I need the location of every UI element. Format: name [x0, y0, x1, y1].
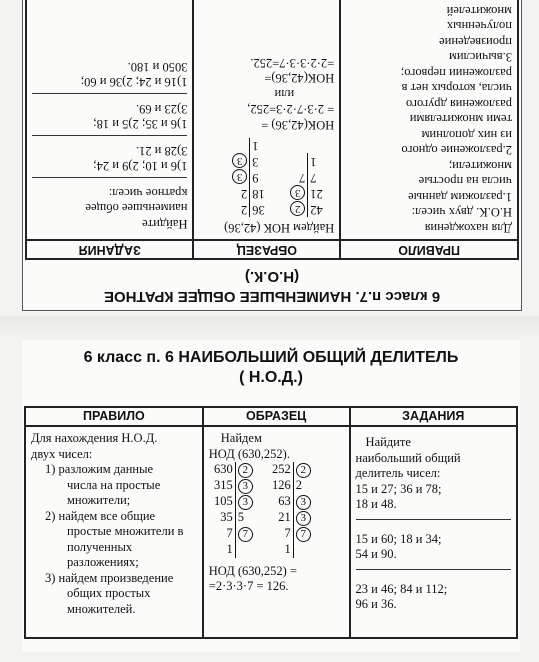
factor-number: 9 — [252, 171, 259, 186]
rule-line: простые множители в — [67, 524, 184, 538]
task-line: 15 и 27; 36 и 78; — [355, 481, 442, 496]
factor-number: 252 — [272, 462, 291, 476]
task-line: 3)28 и 21. — [135, 144, 188, 158]
nod-header-tasks: ЗАДАНИЯ — [350, 407, 517, 426]
factor-number: 315 — [214, 478, 233, 492]
rule-line: числа, которых нет в — [401, 81, 512, 96]
nok-card-rotated — [23, 0, 521, 310]
rule-line: разложения другого — [405, 97, 512, 111]
factor-circled: 2 — [290, 202, 305, 217]
sample-result: =2·2·3·3·7=252. — [250, 56, 335, 70]
factor-number: 21 — [310, 187, 323, 202]
rule-line: множители; — [448, 159, 512, 173]
task-group — [32, 94, 187, 136]
factor-number: 3 — [252, 155, 259, 170]
sample-result: или — [274, 87, 295, 101]
rule-line: 3) найдем произведение — [45, 570, 174, 585]
rule-line: общих простых — [67, 586, 151, 600]
factor-circled: 3 — [232, 154, 247, 169]
nok-title-line2: (Н.О.К.) — [244, 268, 300, 285]
nok-tasks-cell — [26, 0, 193, 240]
rule-line: Н.О.К. двух чисел: — [411, 205, 512, 220]
nok-title-line1: 6 класс п.7. НАИМЕНЬШЕЕ ОБЩЕЕ КРАТНОЕ — [103, 288, 441, 305]
factor-circled: 3 — [232, 170, 247, 185]
nod-title — [22, 348, 520, 388]
factor-circled: 2 — [238, 463, 253, 478]
factor-number: 7 — [284, 526, 291, 540]
factor-prime: 5 — [235, 510, 251, 526]
nok-sample-cell — [193, 0, 340, 240]
rule-line: 2.разложение одного — [401, 143, 512, 158]
task-intro-line: кратное чисел: — [108, 186, 188, 200]
rule-line: 1) разложим данные — [45, 462, 154, 476]
sample-title: НОД (630,252). — [208, 446, 290, 461]
sample-result: НОК(42,36) = — [261, 118, 335, 132]
factor-number: 63 — [278, 494, 291, 508]
task-line: 54 и 90. — [355, 547, 397, 561]
factor-circled: 3 — [290, 186, 305, 201]
task-group — [356, 520, 511, 570]
task-line: 23 и 46; 84 и 112; — [355, 581, 448, 596]
task-group — [32, 136, 187, 178]
nod-tasks-cell — [350, 426, 517, 638]
factor-circled: 3 — [296, 495, 311, 510]
rule-line: Для нахождения — [424, 221, 512, 235]
factor-number: 1 — [226, 542, 233, 556]
task-line: 18 и 48. — [355, 497, 397, 511]
sample-title: Найдем НОК (42,36) — [224, 221, 335, 235]
nod-header-sample: ОБРАЗЕЦ — [203, 407, 350, 426]
sample-result: НОК(42,36)= — [264, 71, 335, 86]
task-intro-line: Найдите — [365, 435, 411, 449]
rule-line: Для нахождения Н.О.Д. — [31, 431, 158, 445]
factor-prime: 2 — [293, 478, 309, 494]
nod-header-rule: ПРАВИЛО — [25, 407, 203, 426]
factor-number: 1 — [310, 155, 317, 170]
nod-factorization — [209, 462, 344, 558]
nok-rule-cell — [340, 0, 518, 240]
factor-circled: 7 — [296, 527, 311, 542]
rule-line: числа на простые — [67, 477, 161, 492]
factor-number: 1 — [284, 542, 291, 556]
task-line: 1)16 и 24; 2)36 и 60; — [80, 75, 188, 90]
task-intro — [32, 178, 187, 236]
sample-result: НОД (630,252) = — [208, 563, 297, 578]
task-line: 15 и 60; 18 и 34; — [355, 531, 442, 546]
task-line: 3)23 и 69. — [135, 102, 188, 116]
rule-line: полученных — [67, 539, 133, 554]
factor-number: 1 — [252, 139, 259, 154]
factor-circled: 2 — [296, 463, 311, 478]
nok-card — [22, 0, 522, 311]
nok-title — [23, 266, 521, 306]
factor-prime: 2 — [234, 186, 250, 202]
task-line: 1)6 и 35; 2)5 и 18; — [93, 117, 188, 132]
rule-line: разложении первого; — [400, 66, 512, 80]
nod-rule-cell — [25, 426, 203, 638]
rule-line: разложениях; — [67, 555, 139, 569]
task-intro-line: Найдите — [142, 217, 188, 231]
rule-line: двух чисел: — [31, 446, 93, 461]
nod-sample-cell — [203, 426, 350, 638]
task-intro — [356, 431, 511, 520]
factor-prime: 2 — [234, 202, 250, 218]
rule-line: теми множителями — [409, 112, 512, 127]
factor-number: 35 — [220, 510, 233, 524]
factor-prime: 7 — [292, 170, 308, 186]
rule-line: множителей — [446, 4, 512, 18]
task-group — [356, 570, 511, 619]
sample-result: = 2·3·7·2·3=252, — [247, 102, 335, 117]
factor-number: 105 — [214, 494, 233, 508]
task-intro-line: наименьшее общее — [85, 201, 188, 216]
task-intro-line: наибольший общий — [355, 450, 461, 465]
rule-line: полученных — [446, 19, 512, 34]
card-gap — [0, 316, 539, 338]
nod-title-line2: ( Н.О.Д.) — [239, 369, 303, 386]
rule-line: 3.вычислим — [448, 50, 512, 65]
factor-circled: 3 — [296, 511, 311, 526]
nok-factorization — [199, 138, 334, 218]
nod-title-line1: 6 класс п. 6 НАИБОЛЬШИЙ ОБЩИЙ ДЕЛИТЕЛЬ — [83, 349, 459, 366]
task-line: 96 и 36. — [355, 597, 397, 611]
nok-header-sample: ОБРАЗЕЦ — [193, 240, 340, 259]
factor-circled: 3 — [238, 479, 253, 494]
rule-line: множителей. — [67, 601, 136, 616]
sample-result: =2·3·3·7 = 126. — [208, 579, 289, 593]
factor-number: 7 — [226, 526, 233, 540]
rule-line: 2) найдем все общие — [45, 508, 156, 523]
sample-title: Найдем — [220, 431, 262, 445]
nok-header-rule: ПРАВИЛО — [340, 240, 518, 259]
nod-table — [24, 406, 518, 639]
task-line: 1)6 и 10; 2)9 и 24; — [93, 159, 188, 174]
factor-number: 42 — [310, 203, 323, 218]
rule-line: числа на простые — [418, 174, 512, 189]
rule-line: произведение — [439, 35, 512, 49]
factor-number: 7 — [310, 171, 317, 186]
rule-line: множители; — [67, 493, 131, 507]
task-intro-line: делитель чисел: — [355, 466, 441, 480]
nok-table — [25, 0, 519, 260]
rule-line: 1.разложим данные — [408, 190, 512, 204]
task-line: 3050 и 180. — [127, 60, 188, 74]
factor-number: 126 — [272, 478, 291, 492]
rule-line: из них дополним — [421, 128, 512, 142]
factor-number: 630 — [214, 462, 233, 476]
nod-card — [22, 340, 520, 652]
factor-number: 21 — [278, 510, 291, 524]
factor-circled: 7 — [238, 527, 253, 542]
factor-number: 36 — [252, 203, 265, 218]
factor-number: 18 — [252, 187, 265, 202]
factor-circled: 3 — [238, 495, 253, 510]
task-group — [32, 53, 187, 94]
nok-header-tasks: ЗАДАНИЯ — [26, 240, 193, 259]
